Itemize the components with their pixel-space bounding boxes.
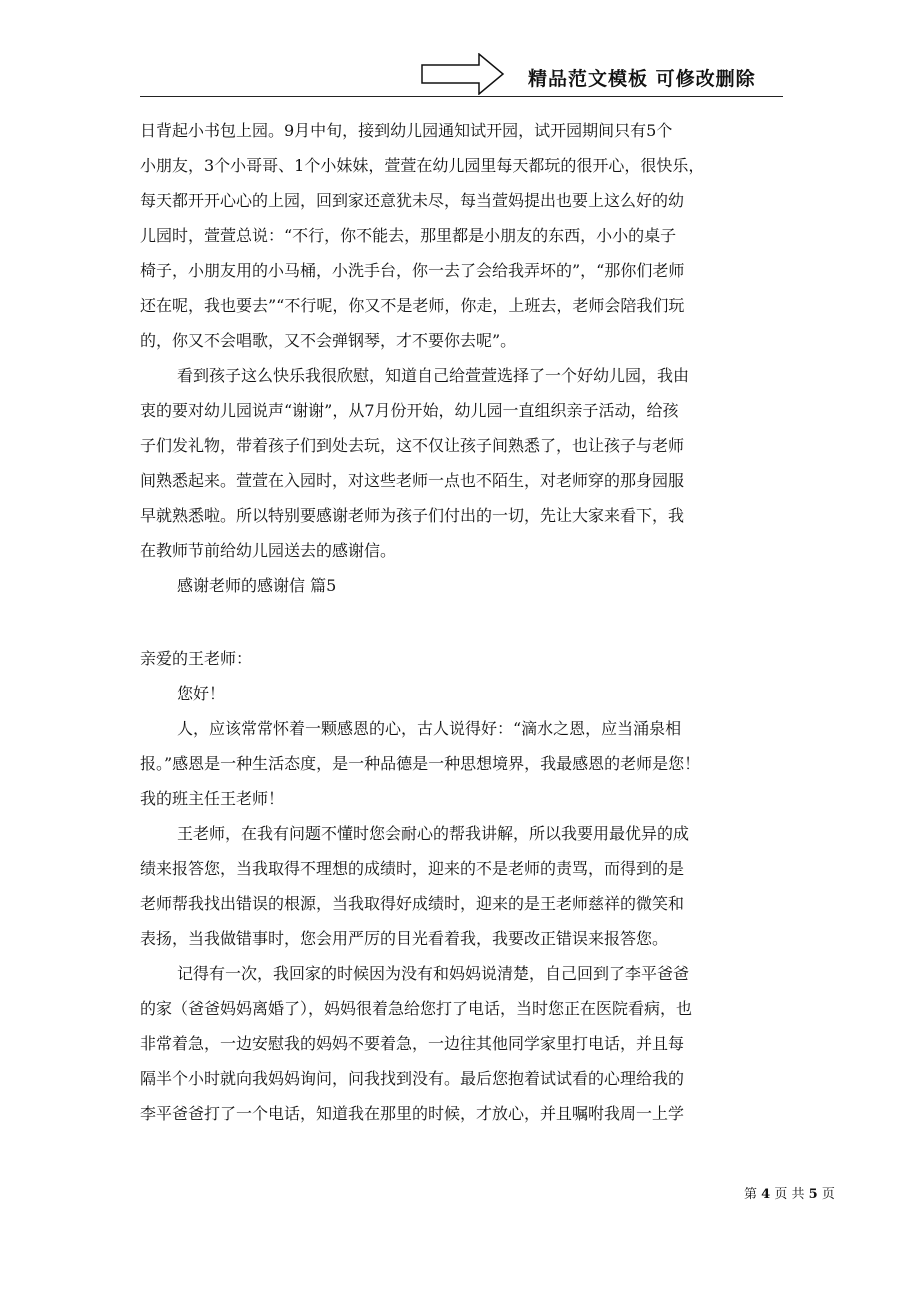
text-line: 间熟悉起来。萱萱在入园时，对这些老师一点也不陌生，对老师穿的那身园服 bbox=[140, 471, 685, 490]
text-line: 日背起小书包上园。9月中旬，接到幼儿园通知试开园，试开园期间只有5个 bbox=[140, 121, 673, 140]
section-heading: 感谢老师的感谢信 篇5 bbox=[177, 576, 337, 595]
text-line: 报。”感恩是一种生活态度，是一种品德是一种思想境界，我最感恩的老师是您！ bbox=[140, 754, 701, 773]
text-line: 衷的要对幼儿园说声“谢谢”，从7月份开始，幼儿园一直组织亲子活动，给孩 bbox=[140, 401, 679, 420]
text-line: 每天都开开心心的上园，回到家还意犹未尽，每当萱妈提出也要上这么好的幼 bbox=[140, 191, 685, 210]
footer-middle: 页 共 bbox=[774, 1187, 805, 1202]
text-line: 隔半个小时就向我妈妈询问，问我找到没有。最后您抱着试试看的心理给我的 bbox=[140, 1069, 685, 1088]
text-line: 看到孩子这么快乐我很欣慰，知道自己给萱萱选择了一个好幼儿园，我由 bbox=[177, 366, 690, 385]
text-line: 儿园时，萱萱总说：“不行，你不能去，那里都是小朋友的东西，小小的桌子 bbox=[140, 226, 677, 245]
text-line: 子们发礼物，带着孩子们到处去玩，这不仅让孩子间熟悉了，也让孩子与老师 bbox=[140, 436, 685, 455]
text-line: 李平爸爸打了一个电话，知道我在那里的时候，才放心，并且嘱咐我周一上学 bbox=[140, 1104, 685, 1123]
salutation: 亲爱的王老师： bbox=[140, 649, 253, 668]
text-line: 小朋友，3个小哥哥、1个小妹妹，萱萱在幼儿园里每天都玩的很开心，很快乐， bbox=[140, 156, 705, 175]
text-line: 人，应该常常怀着一颗感恩的心，古人说得好：“滴水之恩，应当涌泉相 bbox=[177, 719, 682, 738]
arrow-icon bbox=[421, 53, 505, 95]
text-line: 记得有一次，我回家的时候因为没有和妈妈说清楚，自己回到了李平爸爸 bbox=[177, 964, 690, 983]
text-line: 还在呢，我也要去”“不行呢，你又不是老师，你走，上班去，老师会陪我们玩 bbox=[140, 296, 685, 315]
text-line: 非常着急，一边安慰我的妈妈不要着急，一边往其他同学家里打电话，并且每 bbox=[140, 1034, 685, 1053]
header-rule bbox=[140, 96, 783, 97]
footer-suffix: 页 bbox=[821, 1187, 835, 1202]
greeting: 您好！ bbox=[177, 684, 226, 703]
text-line: 我的班主任王老师！ bbox=[140, 789, 285, 808]
text-line: 的，你又不会唱歌，又不会弹钢琴，才不要你去呢”。 bbox=[140, 331, 517, 350]
text-line: 早就熟悉啦。所以特别要感谢老师为孩子们付出的一切，先让大家来看下，我 bbox=[140, 506, 685, 525]
text-line: 老师帮我找出错误的根源，当我取得好成绩时，迎来的是王老师慈祥的微笑和 bbox=[140, 894, 685, 913]
page-number bbox=[744, 1183, 835, 1202]
text-line: 椅子，小朋友用的小马桶，小洗手台，你一去了会给我弄坏的”，“那你们老师 bbox=[140, 261, 685, 280]
text-line: 的家（爸爸妈妈离婚了），妈妈很着急给您打了电话，当时您正在医院看病，也 bbox=[140, 999, 693, 1018]
text-line: 王老师，在我有问题不懂时您会耐心的帮我讲解，所以我要用最优异的成 bbox=[177, 824, 690, 843]
text-line: 在教师节前给幼儿园送去的感谢信。 bbox=[140, 541, 397, 560]
text-line: 绩来报答您，当我取得不理想的成绩时，迎来的不是老师的责骂，而得到的是 bbox=[140, 859, 685, 878]
footer-prefix: 第 bbox=[744, 1187, 758, 1202]
current-page: 4 bbox=[761, 1187, 771, 1202]
text-line: 表扬，当我做错事时，您会用严厉的目光看着我，我要改正错误来报答您。 bbox=[140, 929, 669, 948]
header-title: 精品范文模板 可修改删除 bbox=[528, 68, 756, 90]
total-pages: 5 bbox=[808, 1187, 818, 1202]
